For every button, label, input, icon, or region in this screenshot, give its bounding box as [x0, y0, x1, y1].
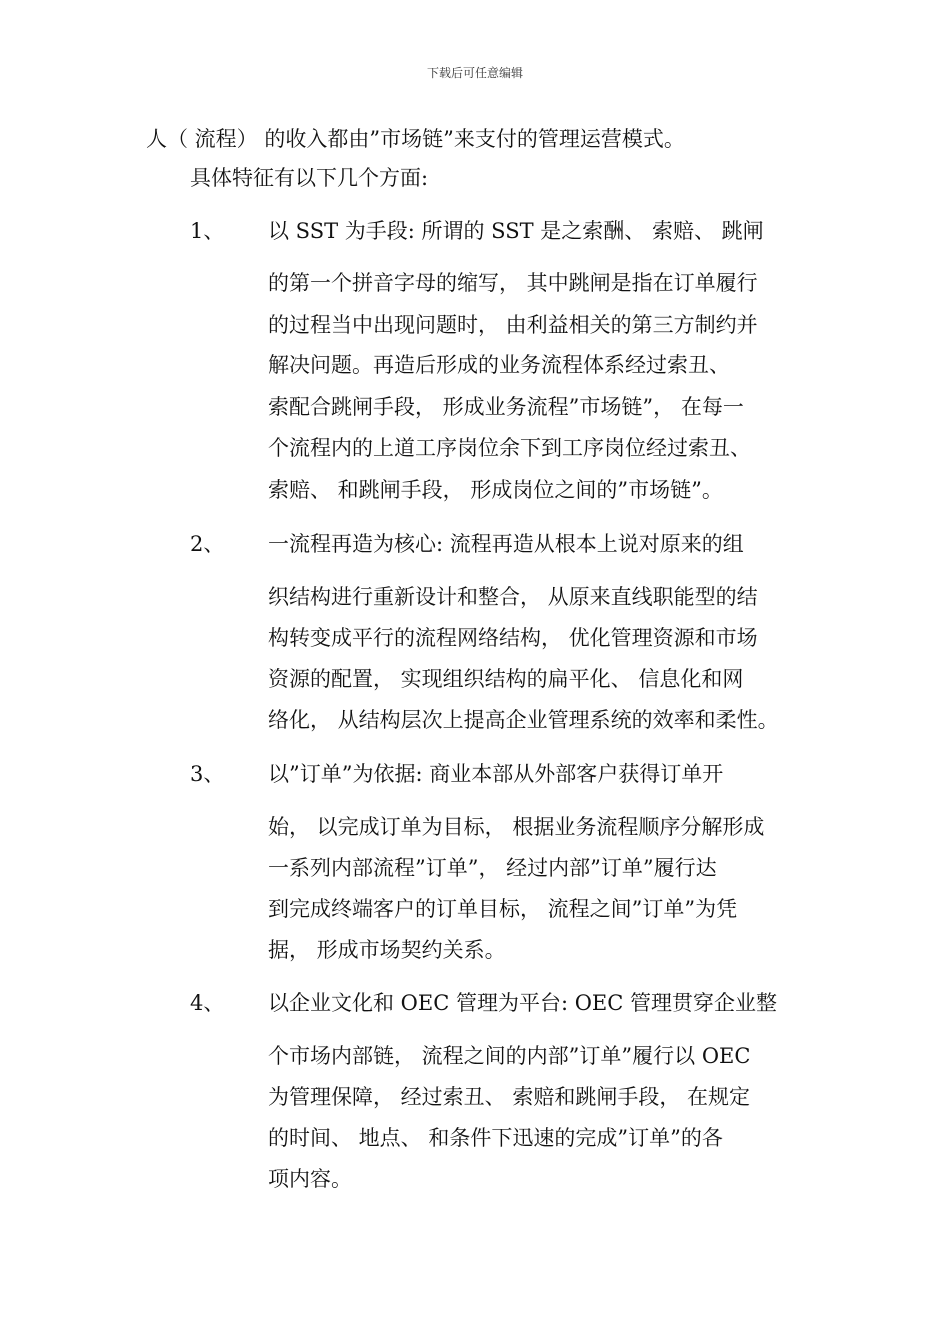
item-1-line-1: 以 SST 为手段: 所谓的 SST 是之索酬、 索赔、 跳闸 [268, 219, 764, 243]
item-2-line-1: 一流程再造为核心: 流程再造从根本上说对原来的组 [268, 532, 744, 556]
item-4-line-3: 为管理保障， 经过索丑、 索赔和跳闸手段， 在规定 [268, 1085, 751, 1109]
item-3-line-1: 以”订单”为依据: 商业本部从外部客户获得订单开 [268, 762, 724, 786]
item-2-line-2: 织结构进行重新设计和整合， 从原来直线职能型的结 [268, 585, 758, 609]
item-1-line-4: 解决问题。再造后形成的业务流程体系经过索丑、 [268, 353, 730, 377]
item-1-line-2: 的第一个拼音字母的缩写， 其中跳闸是指在订单履行 [268, 271, 758, 295]
item-4-line-4: 的时间、 地点、 和条件下迅速的完成”订单”的各 [268, 1126, 723, 1150]
item-4-line-5: 项内容。 [268, 1167, 352, 1191]
item-2-number: 2、 [190, 532, 225, 556]
item-1-line-7: 索赔、 和跳闸手段， 形成岗位之间的”市场链”。 [268, 478, 723, 502]
item-2-line-3: 构转变成平行的流程网络结构， 优化管理资源和市场 [268, 626, 758, 650]
item-4-line-1: 以企业文化和 OEC 管理为平台: OEC 管理贯穿企业整 [268, 991, 778, 1015]
intro-line-1: 人（ 流程） 的收入都由”市场链”来支付的管理运营模式。 [146, 127, 685, 151]
item-1-line-3: 的过程当中出现问题时， 由利益相关的第三方制约并 [268, 313, 758, 337]
item-1-line-5: 索配合跳闸手段， 形成业务流程”市场链”， 在每一 [268, 395, 744, 419]
item-3-line-4: 到完成终端客户的订单目标， 流程之间”订单”为凭 [268, 897, 738, 921]
item-3-line-5: 据， 形成市场契约关系。 [268, 938, 506, 962]
item-4-line-2: 个市场内部链， 流程之间的内部”订单”履行以 OEC [268, 1044, 751, 1068]
item-2-line-4: 资源的配置， 实现组织结构的扁平化、 信息化和网 [268, 667, 744, 691]
item-2-line-5: 络化， 从结构层次上提高企业管理系统的效率和柔性。 [268, 708, 779, 732]
item-4-number: 4、 [190, 991, 225, 1015]
page-header: 下载后可任意编辑 [426, 66, 523, 80]
item-3-line-2: 始， 以完成订单为目标， 根据业务流程顺序分解形成 [268, 815, 765, 839]
item-1-line-6: 个流程内的上道工序岗位余下到工序岗位经过索丑、 [268, 436, 751, 460]
item-3-number: 3、 [190, 762, 225, 786]
item-1-number: 1、 [190, 219, 225, 243]
intro-line-2: 具体特征有以下几个方面: [190, 166, 429, 190]
item-3-line-3: 一系列内部流程”订单”， 经过内部”订单”履行达 [268, 856, 717, 880]
